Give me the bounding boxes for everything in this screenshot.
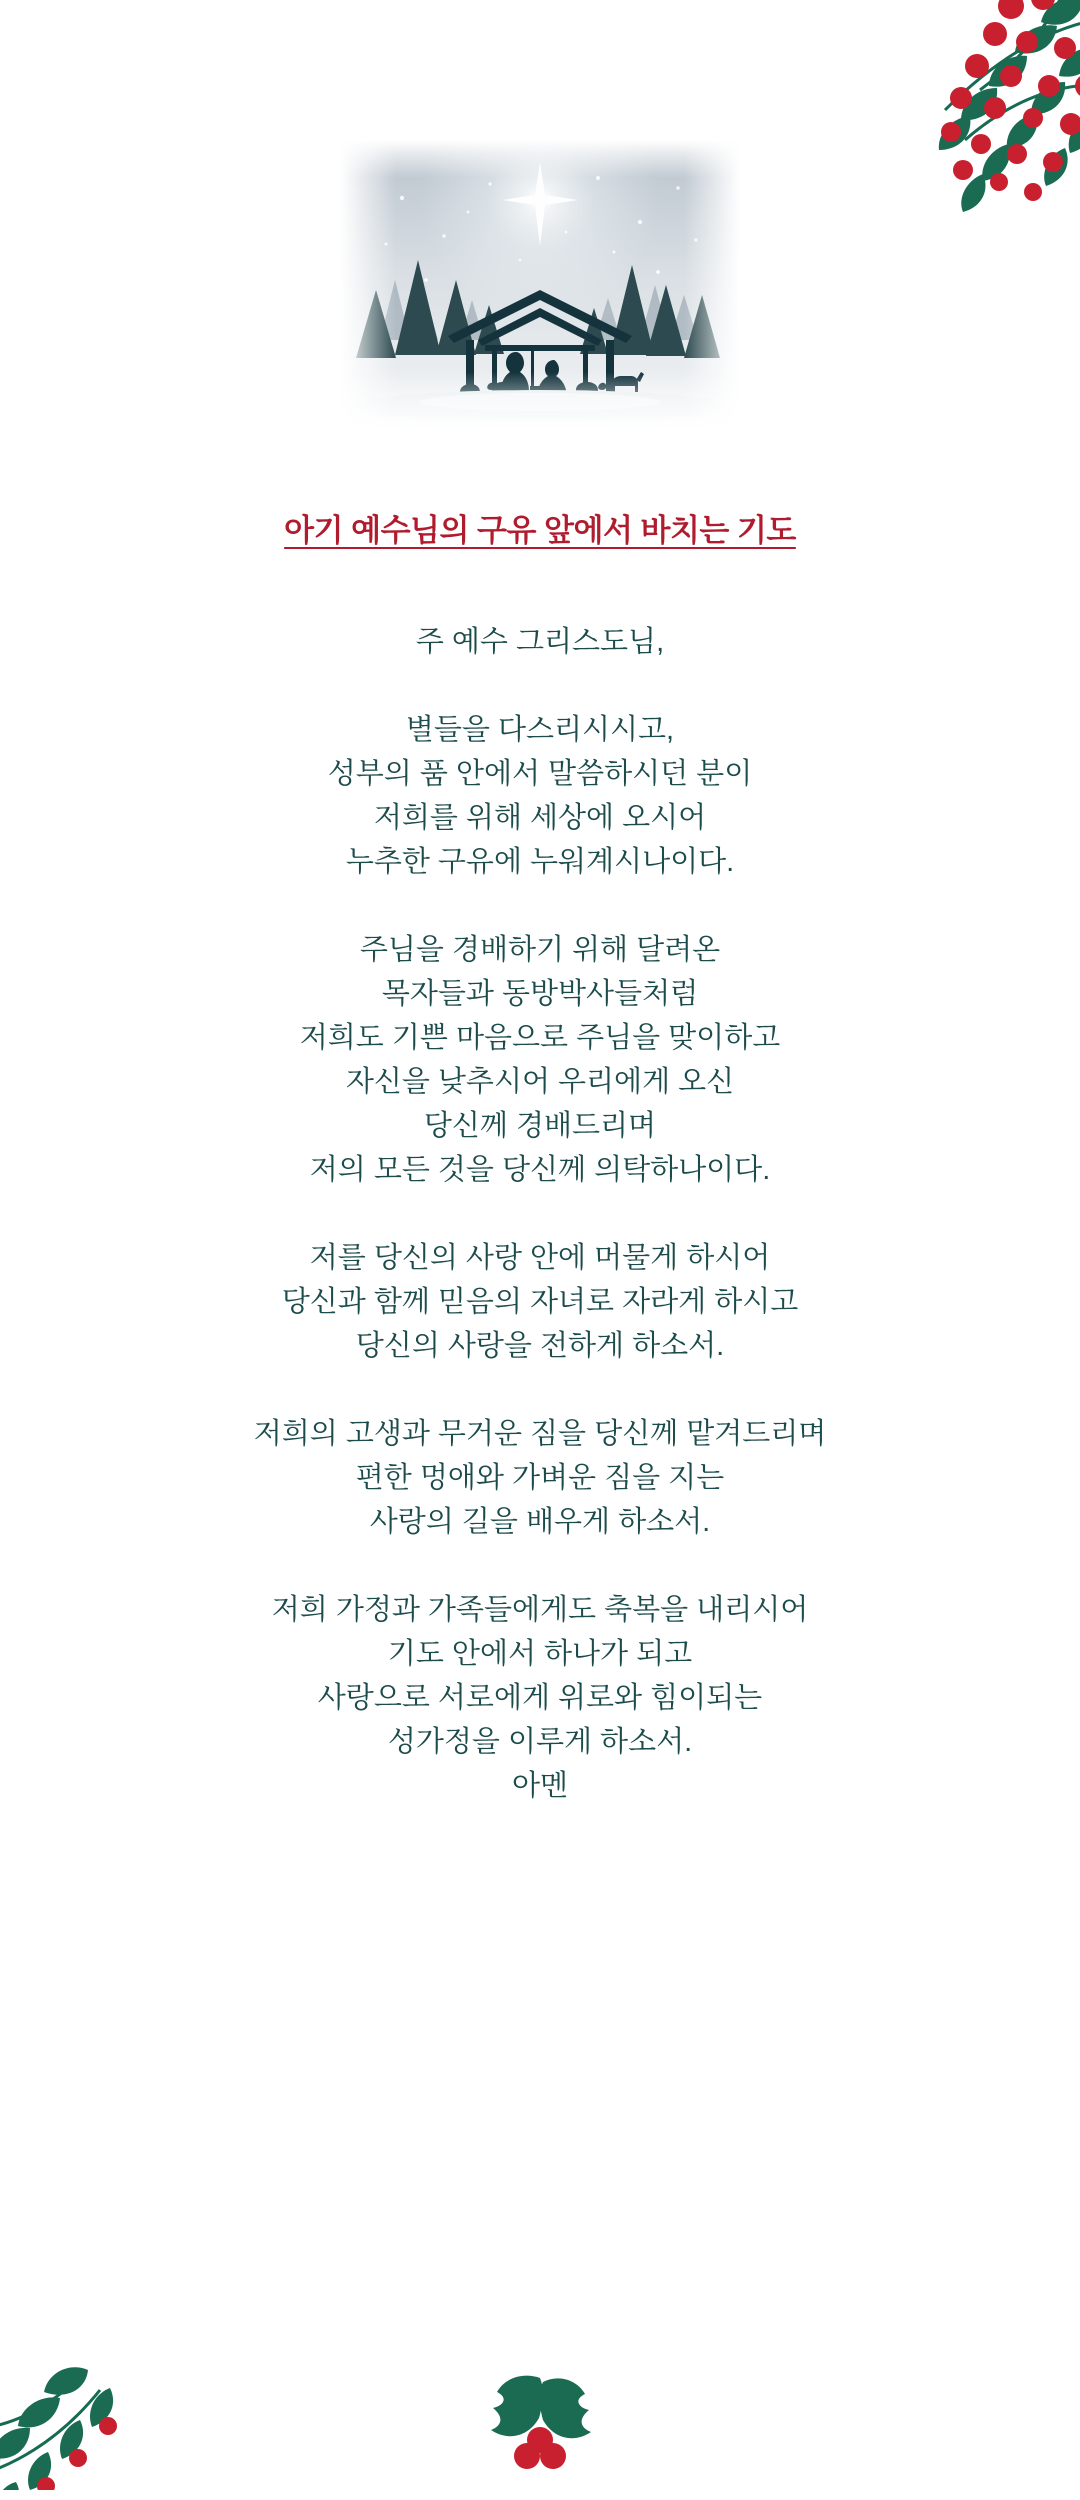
prayer-line: 아멘 [511,1770,569,1802]
prayer-line: 저희를 위해 세상에 오시어 [373,802,707,834]
prayer-body [0,620,1080,1808]
prayer-line: 저를 당신의 사랑 안에 머물게 하시어 [309,1242,771,1274]
prayer-line: 사랑으로 서로에게 위로와 힘이되는 [317,1682,763,1714]
prayer-line: 사랑의 길을 배우게 하소서. [369,1506,711,1538]
prayer-stanza [0,1412,1080,1544]
prayer-line: 저희 가정과 가족들에게도 축복을 내리시어 [271,1594,809,1626]
prayer-stanza [0,1588,1080,1808]
prayer-stanza [0,620,1080,664]
prayer-line: 당신께 경배드리며 [423,1110,657,1142]
prayer-line: 저희도 기쁜 마음으로 주님을 맞이하고 [299,1022,781,1054]
leaf-branch-bottom-left-icon [0,2230,220,2490]
prayer-stanza [0,708,1080,884]
page-title: 아기 예수님의 구유 앞에서 바치는 기도 [284,513,796,548]
prayer-line: 누추한 구유에 누워계시나이다. [345,846,735,878]
prayer-stanza [0,928,1080,1192]
prayer-line: 주님을 경배하기 위해 달려온 [359,934,721,966]
prayer-line: 편한 멍애와 가벼운 짐을 지는 [355,1462,725,1494]
prayer-line: 저희의 고생과 무거운 짐을 당신께 맡겨드리며 [253,1418,827,1450]
prayer-line: 저의 모든 것을 당신께 의탁하나이다. [309,1154,771,1186]
holly-berry-sprig-bottom-center-icon [465,2360,615,2480]
prayer-line: 당신과 함께 믿음의 자녀로 자라게 하시고 [281,1286,799,1318]
nativity-scene-illustration [340,140,740,430]
prayer-line: 주 예수 그리스도님, [415,626,665,658]
prayer-line: 기도 안에서 하나가 되고 [387,1638,693,1670]
prayer-line: 목자들과 동방박사들처럼 [381,978,699,1010]
prayer-line: 성부의 품 안에서 말씀하시던 분이 [327,758,753,790]
prayer-line: 별들을 다스리시시고, [405,714,675,746]
prayer-stanza [0,1236,1080,1368]
prayer-line: 성가정을 이루게 하소서. [387,1726,693,1758]
holly-berry-branch-top-right-icon [765,0,1080,290]
prayer-line: 자신을 낮추시어 우리에게 오신 [345,1066,735,1098]
prayer-line: 당신의 사랑을 전하게 하소서. [355,1330,725,1362]
